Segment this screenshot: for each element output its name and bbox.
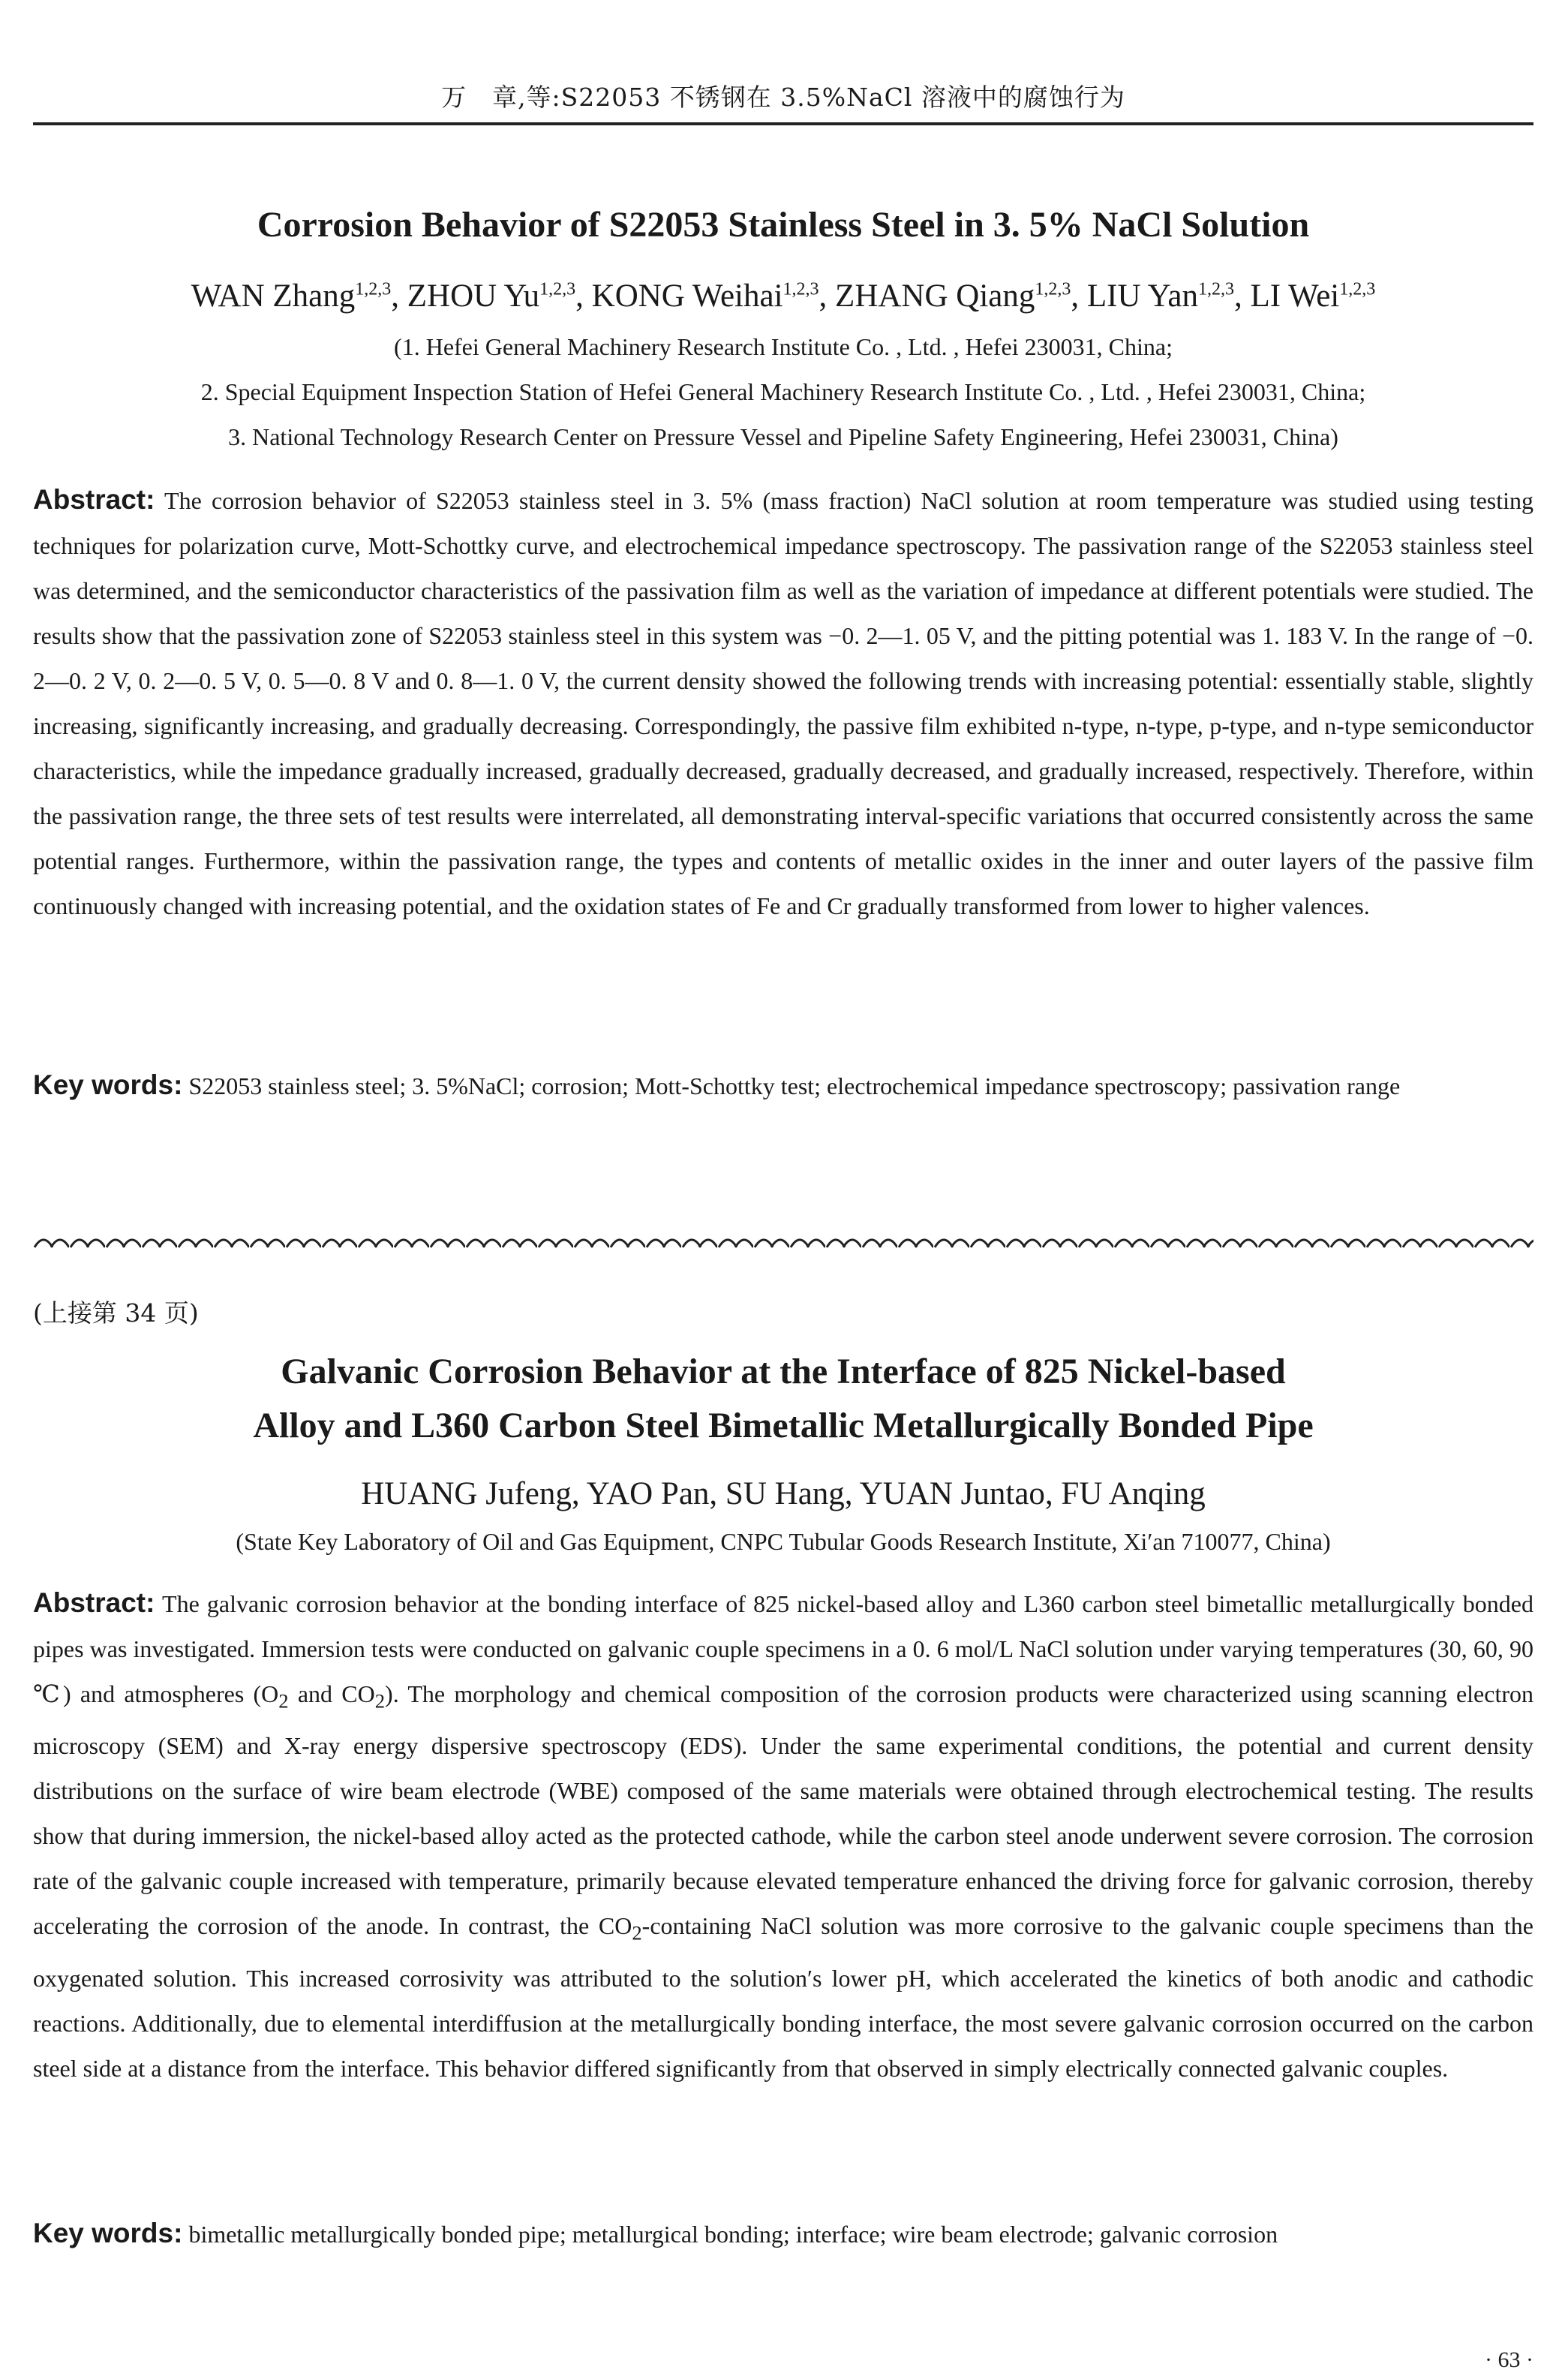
article1-authors: WAN Zhang$^{1,2,3}$, ZHOU Yu$^{1,2,3}$, KONG Weihai$^{1,2,3}$, ZHANG Qiang$^{1,2,3}$, LIU Yan$^{1,2,3}$, LI Wei$^{1,2,3}$: [191, 278, 1376, 314]
author-name: LIU Yan: [1086, 278, 1199, 314]
article2-affiliation: (State Key Laboratory of Oil and Gas Equipment, CNPC Tubular Goods Research Institute, Xi′an 710077, China): [236, 1528, 1331, 1555]
abstract-text: and CO: [288, 1680, 375, 1707]
article2-title-line1: Galvanic Corrosion Behavior at the Interface of 825 Nickel-based: [281, 1352, 1286, 1391]
keywords-text: S22053 stainless steel; 3. 5%NaCl; corrosion; Mott-Schottky test; electrochemical impedance spectroscopy; passivation range: [188, 1072, 1401, 1099]
article2-abstract: [33, 1580, 1533, 2091]
running-head: 万 章,等:S22053 不锈钢在 3.5%NaCl 溶液中的腐蚀行为: [441, 83, 1125, 112]
article1-keywords: [33, 1063, 1533, 1108]
abstract-text: -containing NaCl solution was more corrosive to the galvanic couple specimens than the oxygenated solution. This increased corrosivity was attributed to the solution′s lower pH, which accelerated the kinetics of both anodic and cathodic reactions. Additionally, due to elemental interdiffusion at the metallurgically bonding interface, the most severe galvanic corrosion occurred on the carbon steel side at a distance from the interface. This behavior differed significantly from that observed in simply electrically connected galvanic couples.: [33, 1912, 1534, 2082]
abstract-text: The corrosion behavior of S22053 stainless steel in 3. 5% (mass fraction) NaCl solution at room temperature was studied using testing techniques for polarization curve, Mott-Schottky curve, and electrochemical impedance spectroscopy. The passivation range of the S22053 stainless steel was determined, and the semiconductor characteristics of the passivation film as well as the variation of impedance at different potentials were studied. The results show that the passivation zone of S22053 stainless steel in this system was −0. 2—1. 05 V, and the pitting potential was 1. 183 V. In the range of −0. 2—0. 2 V, 0. 2—0. 5 V, 0. 5—0. 8 V and 0. 8—1. 0 V, the current density showed the following trends with increasing potential: essentially stable, slightly increasing, significantly increasing, and gradually decreasing. Correspondingly, the passive film exhibited n-type, n-type, p-type, and n-type semiconductor characteristics, while the impedance gradually increased, gradually decreased, gradually decreased, and gradually increased, respectively. Therefore, within the passivation range, the three sets of test results were interrelated, all demonstrating interval-specific variations that occurred consistently across the same potential ranges. Furthermore, within the passivation range, the types and contents of metallic oxides in the inner and outer layers of the passive film continuously changed with increasing potential, and the oxidation states of Fe and Cr gradually transformed from lower to higher valences.: [33, 487, 1534, 919]
keywords-text: bimetallic metallurgically bonded pipe; metallurgical bonding; interface; wire beam electrode; galvanic corrosion: [188, 2221, 1278, 2248]
subscript: 2: [278, 1689, 289, 1713]
subscript: 2: [374, 1689, 386, 1713]
author-name: KONG Weihai: [591, 278, 783, 314]
author-affil-marks: 1,2,3: [539, 279, 576, 299]
abstract-label: Abstract:: [33, 1587, 155, 1618]
keywords-label: Key words:: [33, 2218, 183, 2248]
author-name: LI Wei: [1250, 278, 1340, 314]
author-name: ZHOU Yu: [407, 278, 540, 314]
keywords-label: Key words:: [33, 1069, 183, 1100]
author-affil-marks: 1,2,3: [355, 279, 392, 299]
abstract-label: Abstract:: [33, 484, 155, 515]
author-affil-marks: 1,2,3: [1339, 279, 1376, 299]
article2-authors: HUANG Jufeng, YAO Pan, SU Hang, YUAN Juntao, FU Anqing: [361, 1476, 1206, 1511]
author-name: ZHANG Qiang: [835, 278, 1035, 314]
author-affil-marks: 1,2,3: [1198, 279, 1235, 299]
continuation-note: (上接第 34 页): [33, 1298, 199, 1328]
author-affil-marks: 1,2,3: [782, 279, 819, 299]
article1-abstract: [33, 477, 1533, 928]
abstract-text: ). The morphology and chemical composition of the corrosion products were characterized using scanning electron microscopy (SEM) and X-ray energy dispersive spectroscopy (EDS). Under the same experimental conditions, the potential and current density distributions on the surface of wire beam electrode (WBE) composed of the same materials were obtained through electrochemical testing. The results show that during immersion, the nickel-based alloy acted as the protected cathode, while the carbon steel anode underwent severe corrosion. The corrosion rate of the galvanic couple increased with temperature, primarily because elevated temperature enhanced the driving force for galvanic corrosion, thereby accelerating the corrosion of the anode. In contrast, the CO: [33, 1680, 1534, 1940]
abstract-text: The galvanic corrosion behavior at the bonding interface of 825 nickel-based alloy and L360 carbon steel bimetallic metallurgically bonded pipes was investigated. Immersion tests were conducted on galvanic couple specimens in a 0. 6 mol/L NaCl solution under varying temperatures (30, 60, 90 ℃) and atmospheres (O: [33, 1590, 1534, 1707]
page-number: · 63 ·: [1485, 2347, 1533, 2372]
author-affil-marks: 1,2,3: [1035, 279, 1071, 299]
article1-affiliation-3: 3. National Technology Research Center on Pressure Vessel and Pipeline Safety Engineering, Hefei 230031, China): [228, 423, 1338, 450]
article2-title-line2: Alloy and L360 Carbon Steel Bimetallic Metallurgically Bonded Pipe: [253, 1406, 1314, 1445]
article1-affiliation-1: (1. Hefei General Machinery Research Institute Co. , Ltd. , Hefei 230031, China;: [394, 333, 1173, 360]
article2-keywords: [33, 2211, 1533, 2257]
header-rule: [33, 122, 1533, 125]
author-name: WAN Zhang: [191, 278, 356, 314]
subscript: 2: [632, 1921, 642, 1944]
article1-title: Corrosion Behavior of S22053 Stainless Steel in 3. 5% NaCl Solution: [257, 205, 1310, 245]
article1-affiliation-2: 2. Special Equipment Inspection Station of Hefei General Machinery Research Institute Co. , Ltd. , Hefei 230031, China;: [200, 378, 1366, 405]
wavy-divider: [33, 1231, 1533, 1252]
journal-page: [33, 0, 1533, 2379]
